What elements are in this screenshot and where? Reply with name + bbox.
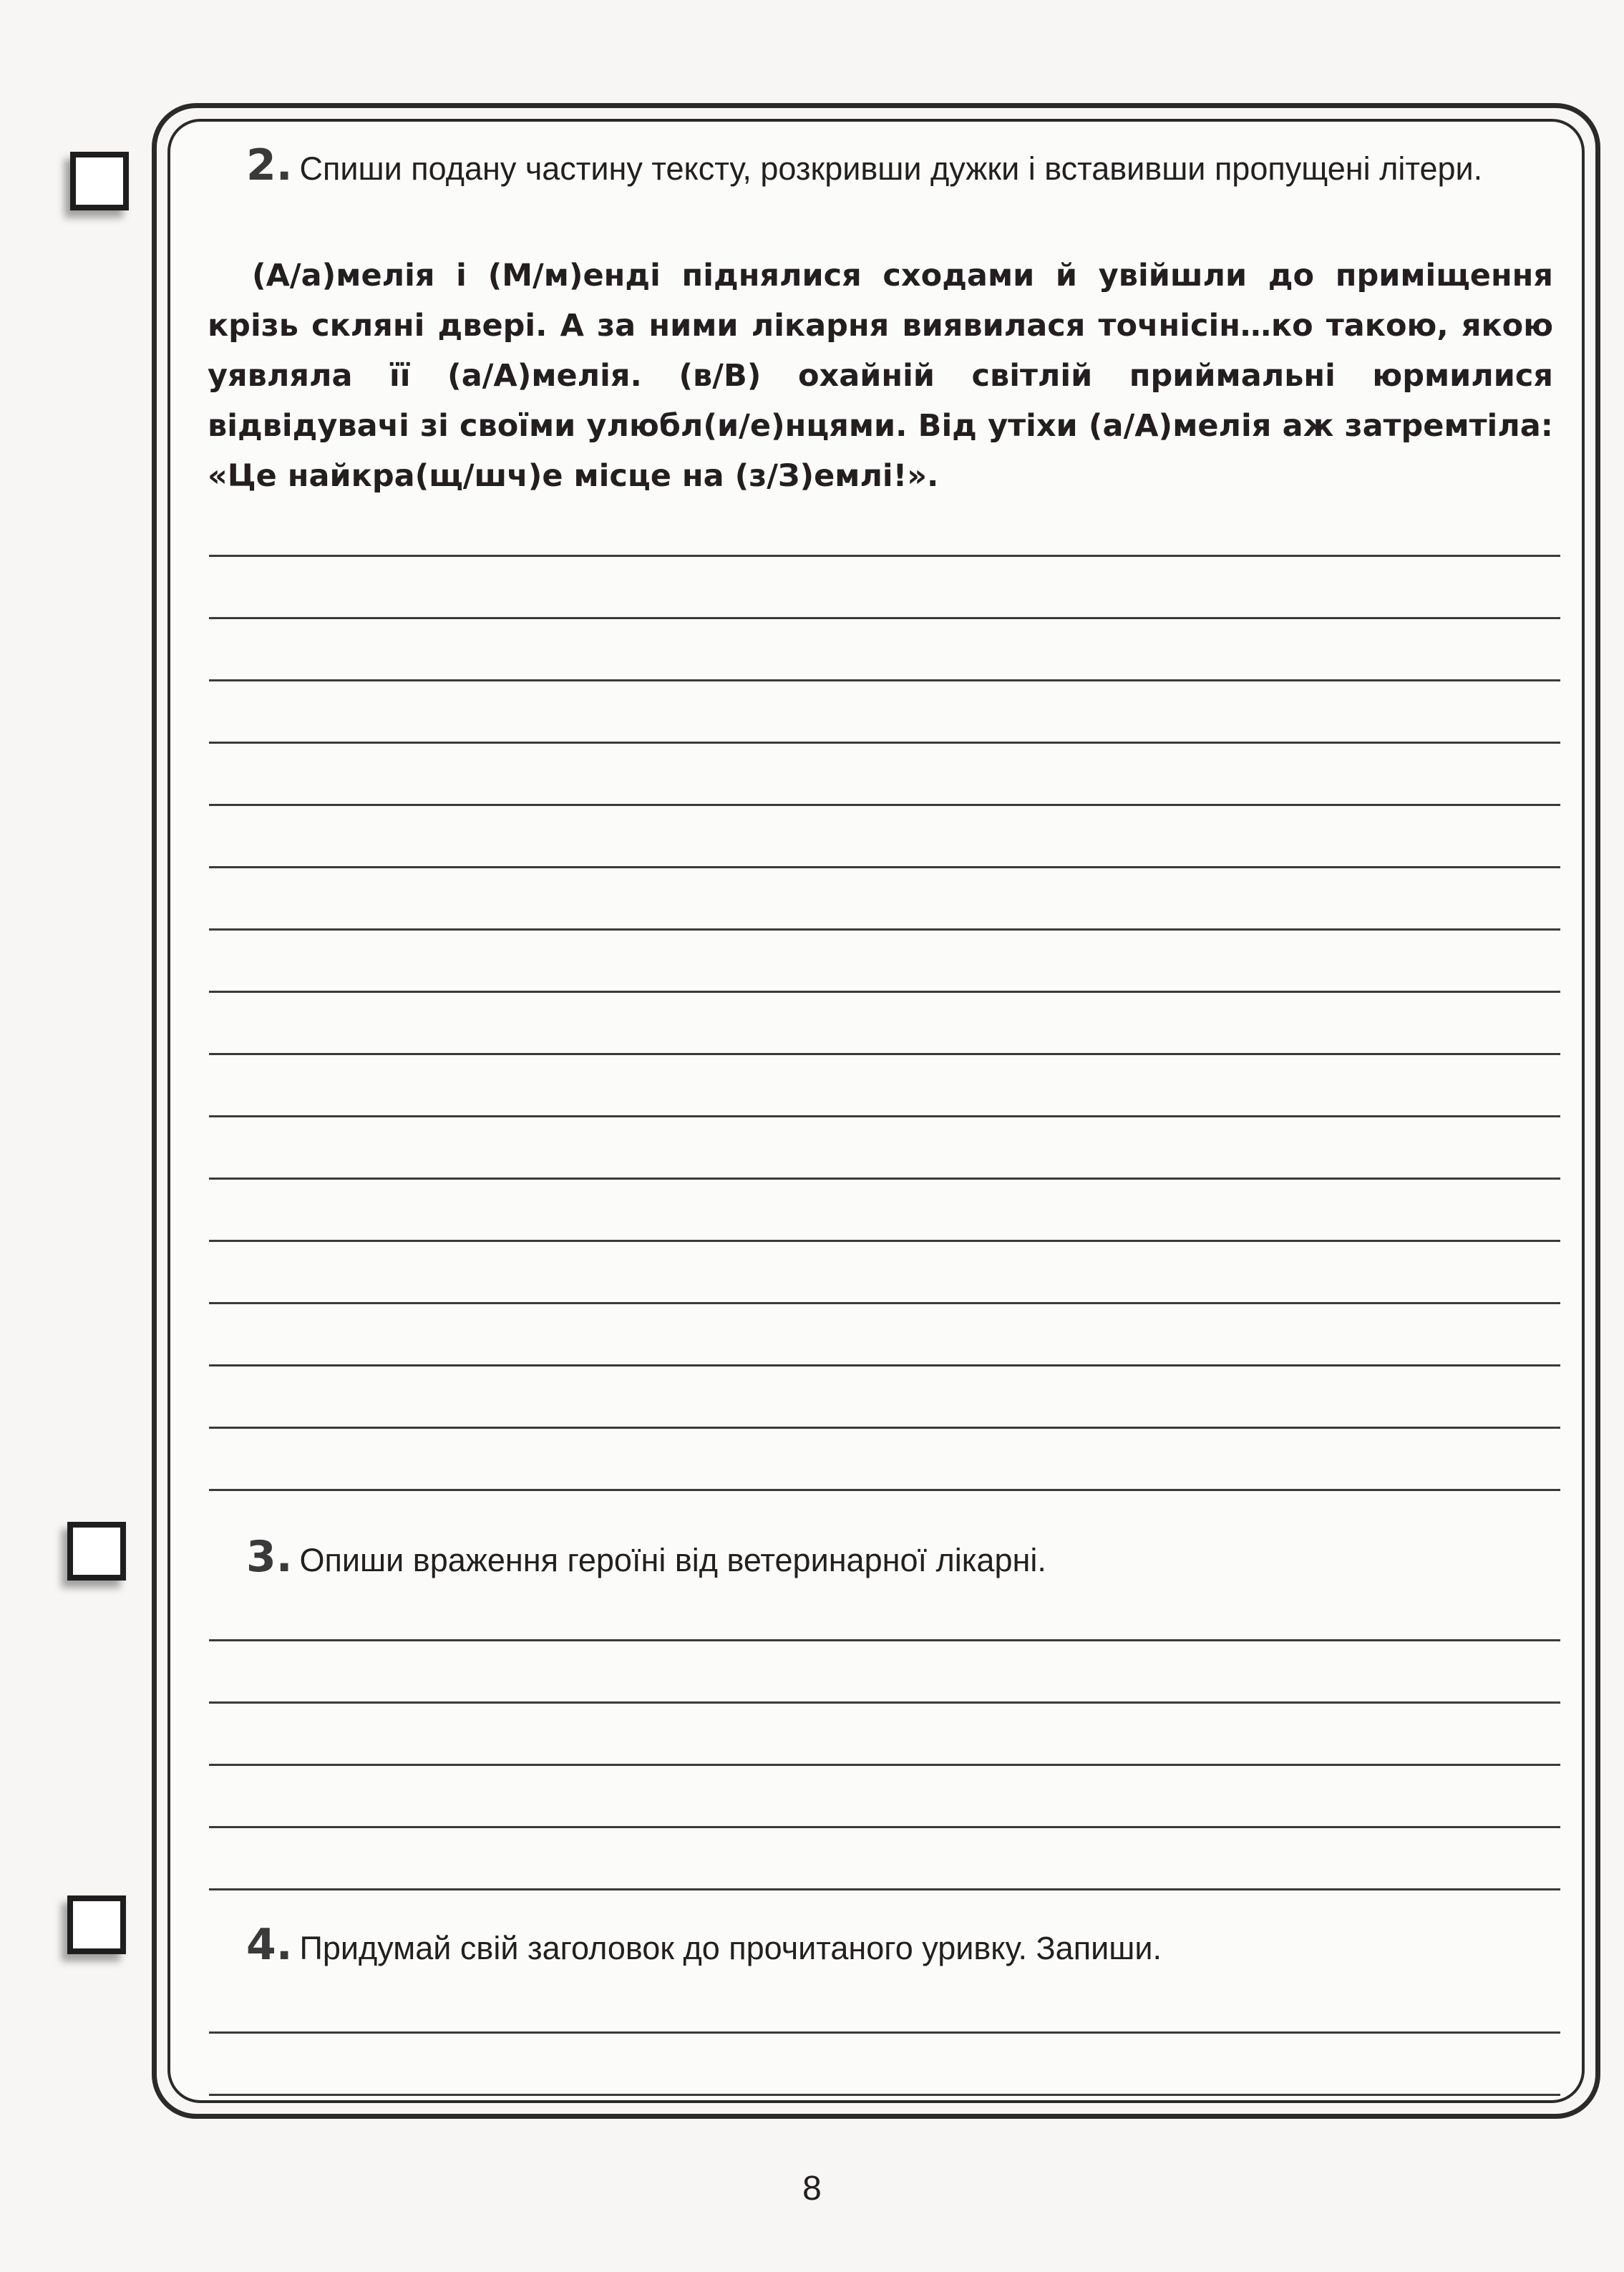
- writing-line[interactable]: [209, 1053, 1560, 1055]
- writing-line[interactable]: [209, 1115, 1560, 1117]
- task-2-checkbox[interactable]: [70, 152, 129, 210]
- writing-line[interactable]: [209, 2094, 1560, 2096]
- writing-line[interactable]: [209, 928, 1560, 931]
- writing-line[interactable]: [209, 991, 1560, 993]
- task-2-passage-text: (А/а)мелія і (М/м)енді піднялися сходами й увійшли до приміщення крізь скляні двері. А за ними лікарня виявилася точнісін…ко такою, якою уявляла її (а/А)мелія. (в/В) охайній світлій приймальні юрмилися відвідувачі зі своїми улюбл(и/е)нцями. Від утіхи (а/А)мелія аж затремтіла: «Це найкра(щ/шч)е місце на (з/З)емлі!».: [208, 258, 1553, 494]
- task-2-number: 2.: [246, 140, 293, 190]
- writing-line[interactable]: [209, 1701, 1560, 1704]
- writing-line[interactable]: [209, 1240, 1560, 1242]
- writing-line[interactable]: [209, 1888, 1560, 1890]
- writing-line[interactable]: [209, 2031, 1560, 2034]
- task-3-checkbox[interactable]: [67, 1522, 126, 1581]
- writing-line[interactable]: [209, 866, 1560, 868]
- task-2-instruction: [246, 140, 1556, 193]
- task-4-instruction-text: Придумай свій заголовок до прочитаного уривку. Запиши.: [299, 1930, 1162, 1966]
- task-4-number: 4.: [246, 1920, 293, 1970]
- task-2-passage: [208, 251, 1553, 501]
- task-2-instruction-text: Спиши подану частину тексту, розкривши дужки і вставивши пропущені літери.: [299, 150, 1483, 187]
- writing-line[interactable]: [209, 1302, 1560, 1304]
- task-4-checkbox[interactable]: [67, 1895, 126, 1954]
- writing-line[interactable]: [209, 742, 1560, 744]
- writing-line[interactable]: [209, 1764, 1560, 1766]
- writing-line[interactable]: [209, 617, 1560, 619]
- writing-line[interactable]: [209, 1826, 1560, 1828]
- writing-line[interactable]: [209, 1364, 1560, 1366]
- writing-line[interactable]: [209, 555, 1560, 557]
- task-3-number: 3.: [246, 1532, 293, 1582]
- task-3-instruction-text: Опиши враження героїні від ветеринарної лікарні.: [299, 1542, 1046, 1578]
- writing-line[interactable]: [209, 679, 1560, 681]
- writing-line[interactable]: [209, 1178, 1560, 1180]
- writing-line[interactable]: [209, 1489, 1560, 1491]
- writing-line[interactable]: [209, 1427, 1560, 1429]
- page-number: 8: [802, 2170, 822, 2208]
- task-4-instruction: [246, 1920, 1556, 1973]
- task-3-instruction: [246, 1532, 1556, 1585]
- writing-line[interactable]: [209, 1639, 1560, 1641]
- writing-line[interactable]: [209, 804, 1560, 806]
